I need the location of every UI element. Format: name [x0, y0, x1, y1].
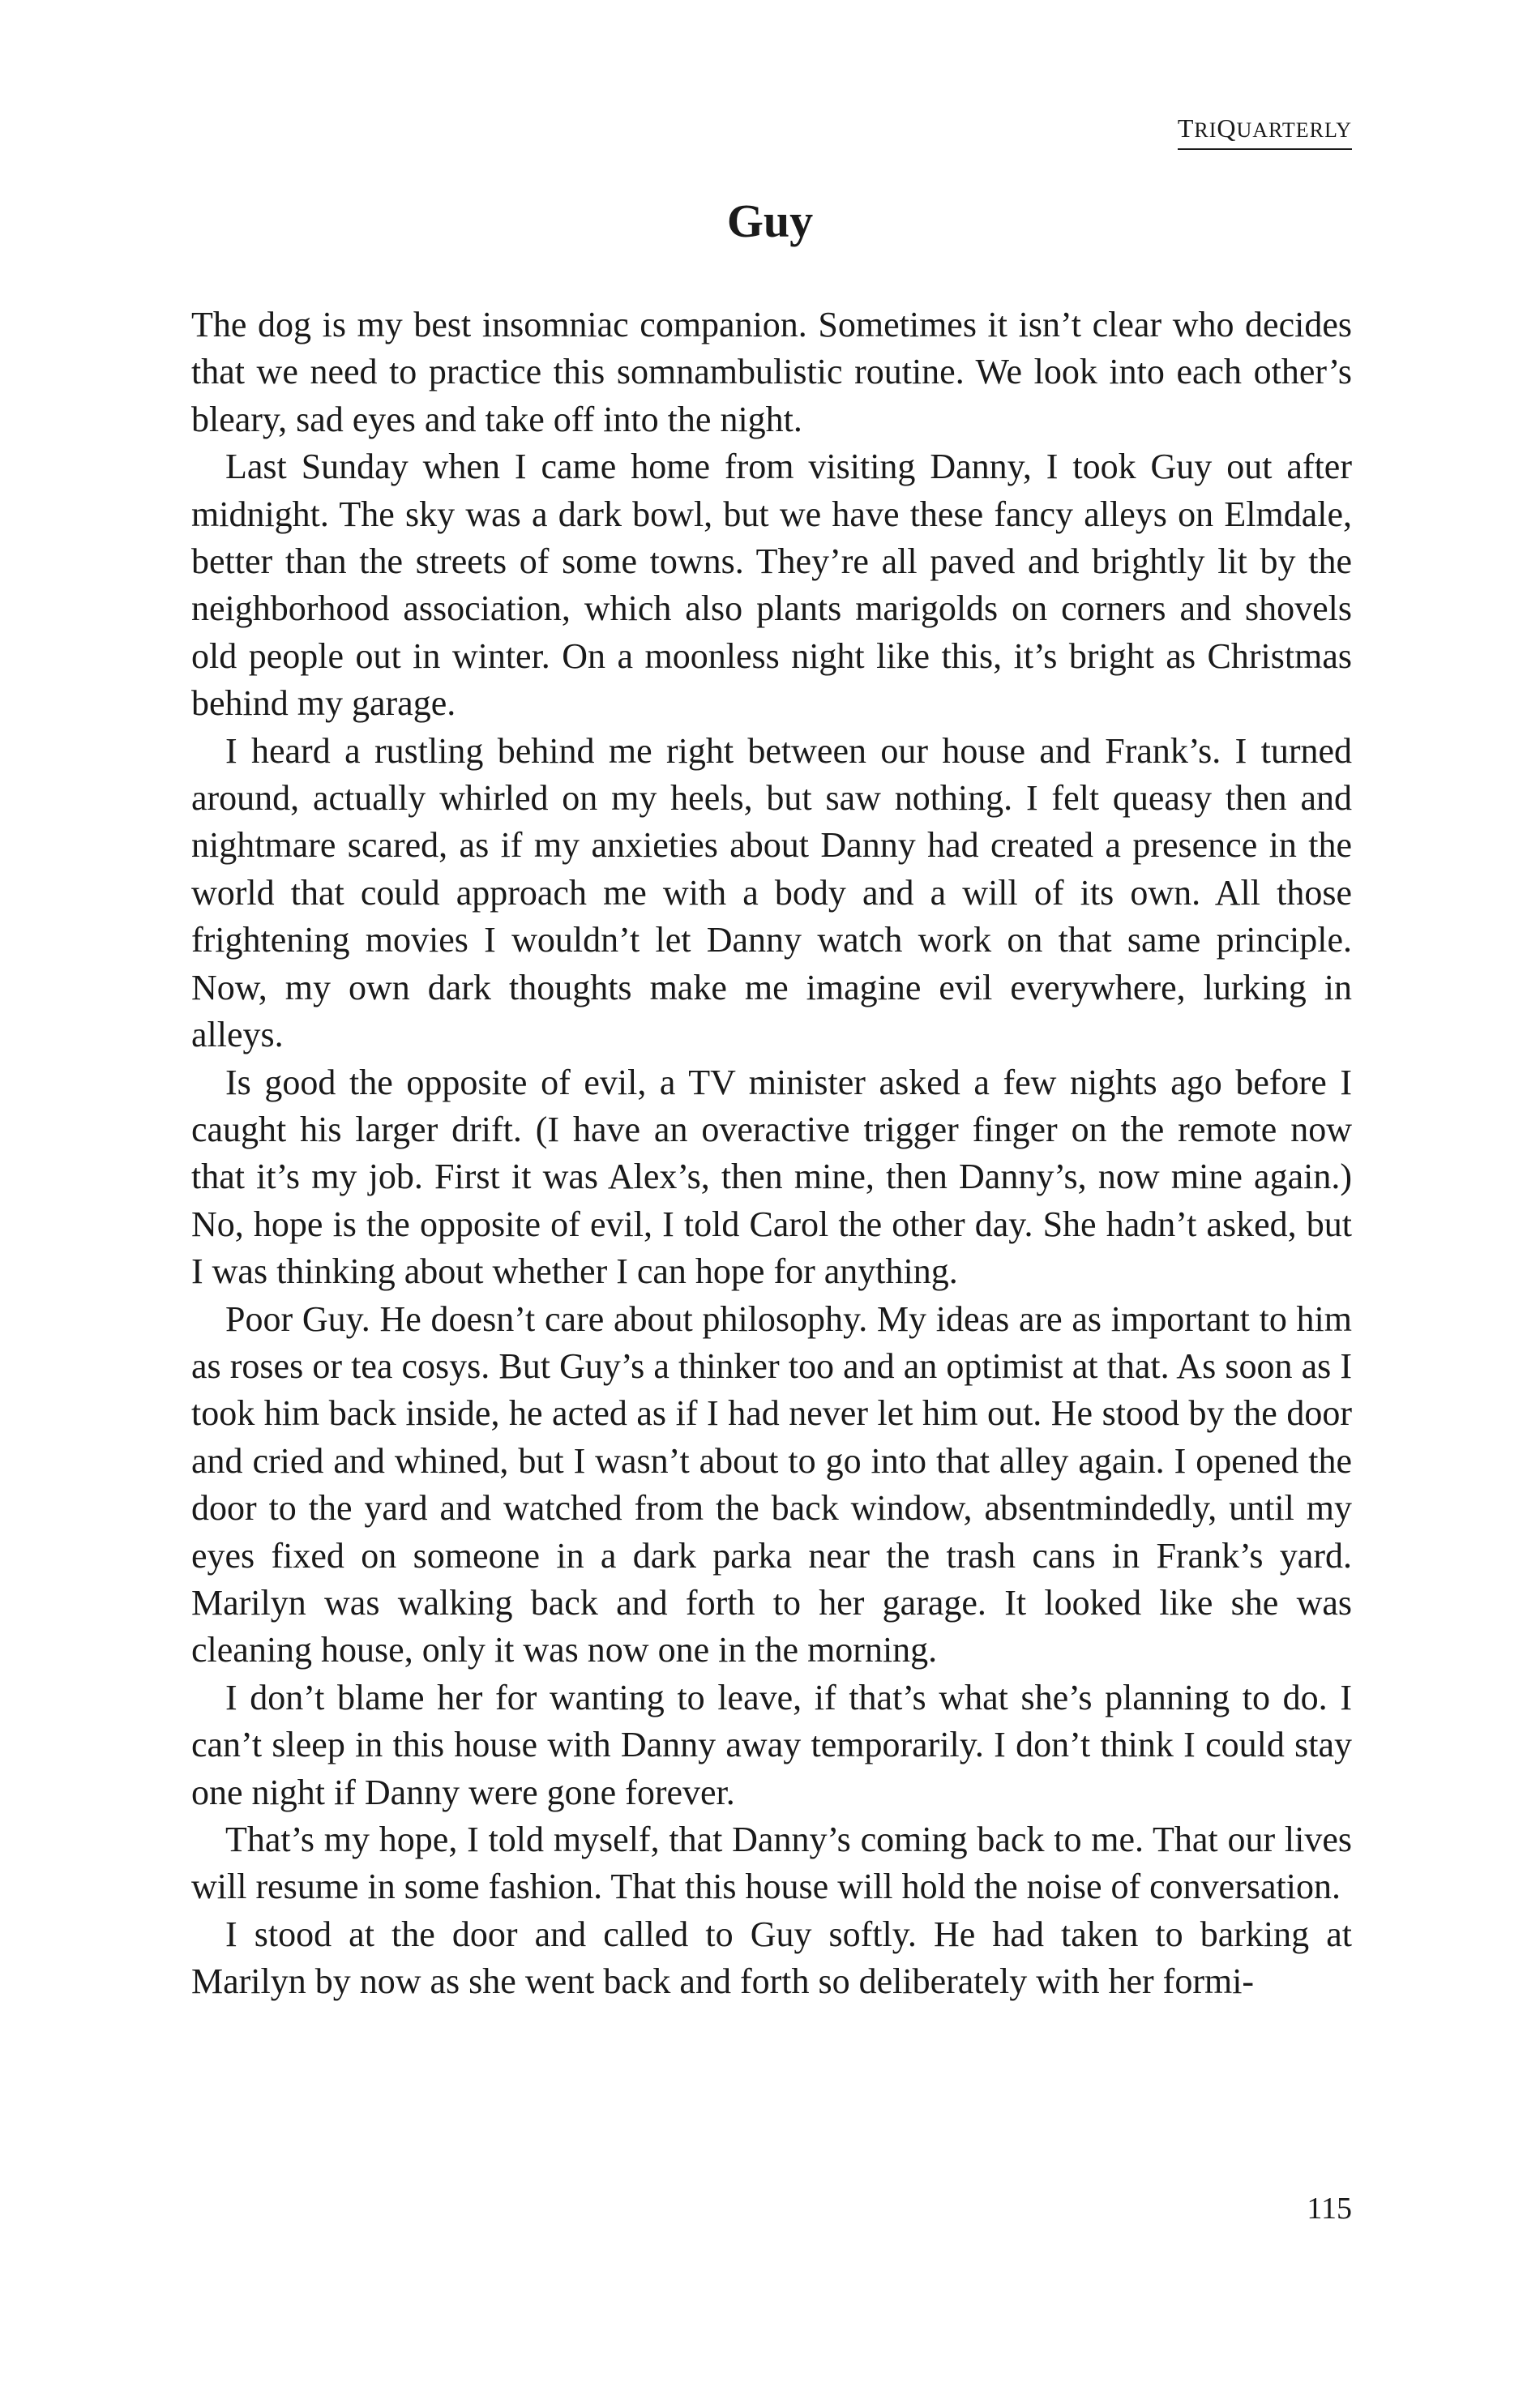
paragraph: I stood at the door and called to Guy softly. He had taken to barking at Marilyn by now as she went back and forth so deliberately with her formi-	[191, 1914, 1352, 2002]
paragraph: Last Sunday when I came home from visiting Danny, I took Guy out after midnight. The sky was a dark bowl, but we have these fancy alleys on Elmdale, better than the streets of some towns. They’re all paved and brightly lit by the neighborhood association, which also plants marigolds on corners and shovels old people out in winter. On a moonless night like this, it’s bright as Christmas behind my garage.	[191, 447, 1352, 724]
story-title: Guy	[726, 195, 814, 247]
paragraph: I don’t blame her for wanting to leave, if that’s what she’s planning to do. I can’t sleep in this house with Danny away temporarily. I don’t think I could stay one night if Danny were gone forever.	[191, 1677, 1352, 1812]
paragraph: I heard a rustling behind me right between our house and Frank’s. I turned around, actually whirled on my heels, but saw nothing. I felt queasy then and nightmare scared, as if my anxieties about Danny had created a presence in the world that could approach me with a body and a will of its own. All those frightening movies I wouldn’t let Danny watch work on that same principle. Now, my own dark thoughts make me imagine evil everywhere, lurking in alleys.	[191, 730, 1352, 1055]
page-number: 115	[1307, 2192, 1352, 2226]
paragraph: That’s my hope, I told myself, that Danny’s coming back to me. That our lives will resume in some fashion. That this house will hold the noise of conversation.	[191, 1820, 1352, 1907]
paragraph: Poor Guy. He doesn’t care about philosophy. My ideas are as important to him as roses or tea cosys. But Guy’s a thinker too and an optimist at that. As soon as I took him back inside, he acted as if I had never let him out. He stood by the door and cried and whined, but I wasn’t about to go into that alley again. I opened the door to the yard and watched from the back window, absentmindedly, until my eyes fixed on someone in a dark parka near the trash cans in Frank’s yard. Marilyn was walking back and forth to her garage. It looked like she was cleaning house, only it was now one in the morning.	[191, 1298, 1352, 1670]
story-body	[191, 302, 1352, 2006]
paragraph: Is good the opposite of evil, a TV minister asked a few nights ago before I caught his larger drift. (I have an overactive trigger finger on the remote now that it’s my job. First it was Alex’s, then mine, then Danny’s, now mine again.) No, hope is the opposite of evil, I told Carol the other day. She hadn’t asked, but I was thinking about whether I can hope for anything.	[191, 1062, 1352, 1292]
paragraph: The dog is my best insomniac companion. Sometimes it isn’t clear who decides that we need to practice this somnambulistic routine. We look into each other’s bleary, sad eyes and take off into the night.	[191, 305, 1352, 439]
running-head-journal-name: TRIQUARTERLY	[1178, 113, 1352, 150]
